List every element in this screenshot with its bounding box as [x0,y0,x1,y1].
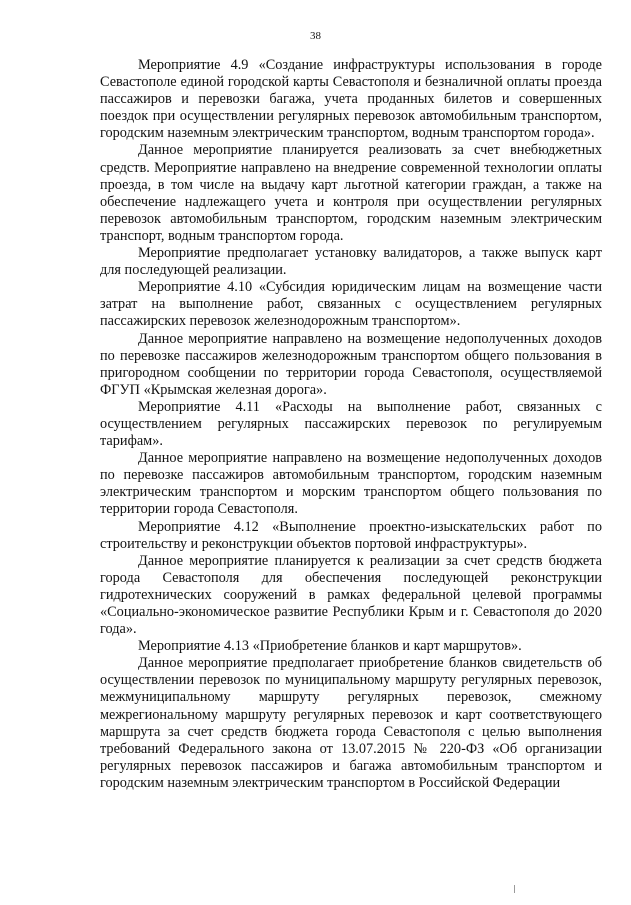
paragraph-measure-4-12-description: Данное мероприятие планируется к реализации за счет средств бюджета города Севастополя для обеспечения последующей реконструкции гидротехнических сооружений в рамках федеральной целевой программы «Социально-экономическое развитие Республики Крым и г. Севастополя до 2020 года». [100,552,602,638]
paragraph-measure-4-10: Мероприятие 4.10 «Субсидия юридическим лицам на возмещение части затрат на выполнение работ, связанных с осуществлением регулярных пассажирских перевозок железнодорожным транспортом». [100,279,602,330]
paragraph-measure-4-11-description: Данное мероприятие направлено на возмещение недополученных доходов по перевозке пассажиров автомобильным транспортом, городским наземным электрическим транспортом и морским транспортом общего пользования по территории города Севастополя. [100,450,602,518]
paragraph-measure-4-12: Мероприятие 4.12 «Выполнение проектно-изыскательских работ по строительству и реконструкции объектов портовой инфраструктуры». [100,518,602,552]
scan-mark [514,885,515,893]
paragraph-measure-4-9-description: Данное мероприятие планируется реализовать за счет внебюджетных средств. Мероприятие направлено на внедрение современной технологии оплаты проезда, в том числе на выдачу карт льготной категории граждан, а также на обеспечение надлежащего учета и контроля при осуществлении регулярных перевозок автомобильным транспортом, городским наземным электрическим транспорт, водным транспортом города. [100,142,602,244]
paragraph-measure-4-9-validators: Мероприятие предполагает установку валидаторов, а также выпуск карт для последующей реализации. [100,245,602,279]
paragraph-measure-4-13: Мероприятие 4.13 «Приобретение бланков и карт маршрутов». [138,638,522,655]
paragraph-measure-4-9: Мероприятие 4.9 «Создание инфраструктуры использования в городе Севастополе единой городской карты Севастополя и безналичной оплаты проезда пассажиров и перевозки багажа, учета проданных билетов и совершенных поездок при осуществлении регулярных перевозок автомобильным транспортом, городским наземным электрическим транспортом, водным транспортом города». [100,57,602,142]
page-number: 38 [310,30,321,42]
document-body [100,57,602,792]
paragraph-measure-4-10-description: Данное мероприятие направлено на возмещение недополученных доходов по перевозке пассажиров железнодорожным транспортом общего пользования в пригородном сообщении по территории города Севастополя, осуществляемой ФГУП «Крымская железная дорога». [100,330,602,398]
paragraph-measure-4-13-description: Данное мероприятие предполагает приобретение бланков свидетельств об осуществлении перевозок по муниципальному маршруту регулярных перевозок, межмуниципальному маршруту регулярных перевозок, смежному межрегиональному маршруту регулярных перевозок и карт соответствующего маршрута за счет средств бюджета города Севастополя с целью выполнения требований Федерального закона от 13.07.2015 № 220-ФЗ «Об организации регулярных перевозок пассажиров и багажа автомобильным транспортом и городским наземным электрическим транспортом в Российской Федерации [100,655,602,791]
paragraph-measure-4-11: Мероприятие 4.11 «Расходы на выполнение работ, связанных с осуществлением регулярных пассажирских перевозок по регулируемым тарифам». [100,398,602,450]
